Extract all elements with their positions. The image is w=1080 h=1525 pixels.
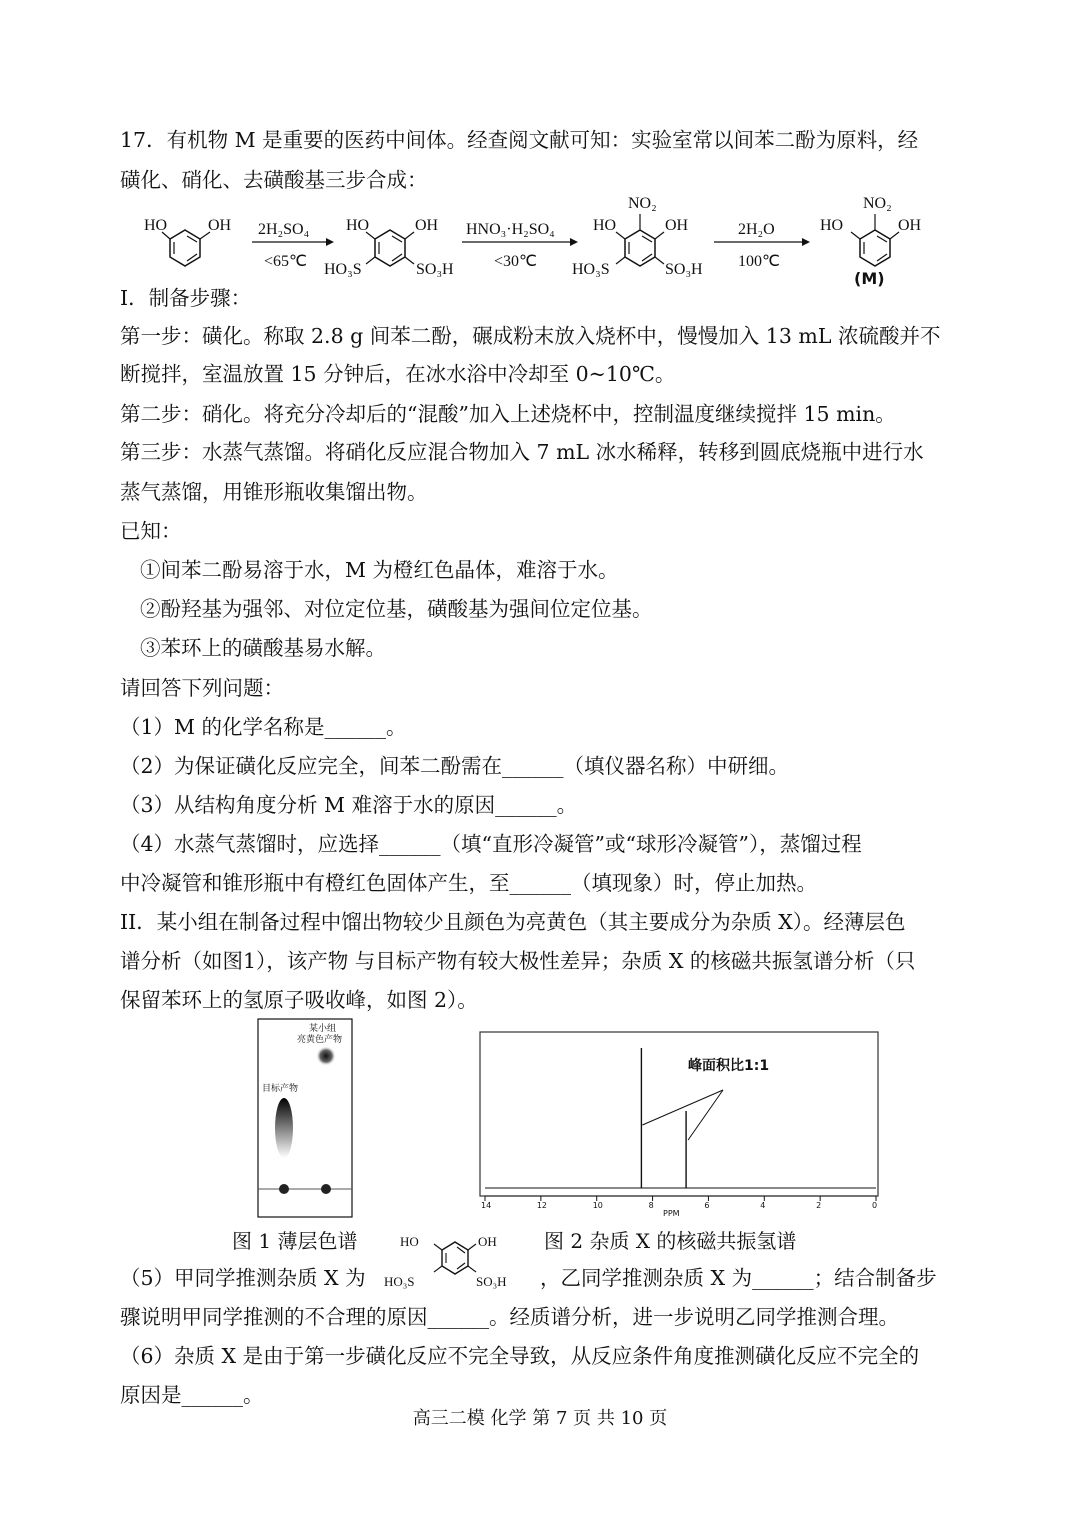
- nmr-frame: [480, 1032, 878, 1196]
- part1-heading: I．制备步骤：: [120, 286, 252, 310]
- scheme-so3h-3: SO₃H: [665, 261, 703, 278]
- fig2-caption: 图 2 杂质 X 的核磁共振氢谱: [544, 1229, 797, 1253]
- step2-reagent: HNO₃·H₂SO₄: [466, 221, 555, 238]
- fig1-caption: 图 1 薄层色谱: [232, 1229, 358, 1253]
- scheme-ho-2: HO: [346, 217, 370, 234]
- reaction-scheme: [140, 192, 940, 292]
- product-label: (M): [854, 269, 885, 288]
- scheme-no2-3: NO₂: [628, 195, 657, 212]
- target-product-label: 目标产物: [262, 1084, 299, 1094]
- target-product-spot: [275, 1098, 293, 1158]
- x-tick-label-12: 12: [536, 1201, 548, 1210]
- x-tick-label-14: 14: [481, 1201, 492, 1210]
- part2-line-a: II．某小组在制备过程中馏出物较少且颜色为亮黄色（其主要成分为杂质 X）。经薄层色: [120, 910, 906, 934]
- step1-line-b: 断搅拌，室温放置 15 分钟后，在冰水浴中冷却至 0~10℃。: [120, 362, 676, 386]
- part2-line-b: 谱分析（如图1），该产物 与目标产物有较大极性差异；杂质 X 的核磁共振氢谱分析（只: [120, 949, 916, 973]
- question-4-line-a: （4）水蒸气蒸馏时，应选择______（填“直形冷凝管”或“球形冷凝管”），蒸馏过程: [120, 832, 862, 856]
- x-tick-label-4: 4: [760, 1201, 766, 1210]
- spot-label-line2: 亮黄色产物: [297, 1035, 343, 1045]
- page-footer: 高三二模 化学 第 7 页 共 10 页: [412, 1408, 668, 1429]
- step1-line-a: 第一步：磺化。称取 2.8 g 间苯二酚，碾成粉末放入烧杯中，慢慢加入 13 mL 浓硫酸并不: [120, 324, 941, 348]
- scheme-oh-4: OH: [898, 217, 922, 234]
- step2-condition: <30℃: [494, 253, 537, 270]
- question-4-line-b: 中冷凝管和锥形瓶中有橙红色固体产生，至______（填现象）时，停止加热。: [120, 871, 817, 895]
- nmr-spectrum-figure: [478, 1030, 882, 1220]
- scheme-ho3s-2: HO₃S: [324, 261, 362, 278]
- x-tick-label-2: 2: [816, 1201, 822, 1210]
- scheme-no2-4: NO₂: [863, 195, 892, 212]
- step3-line-b: 蒸气蒸馏，用锥形瓶收集馏出物。: [120, 480, 428, 504]
- step1-condition: <65℃: [264, 253, 307, 270]
- step3-reagent: 2H₂O: [738, 221, 775, 238]
- step1-reagent: 2H₂SO₄: [258, 221, 310, 238]
- q5-oh: OH: [478, 1234, 497, 1249]
- scheme-oh-2: OH: [415, 217, 439, 234]
- part2-line-c: 保留苯环上的氢原子吸收峰，如图 2）。: [120, 988, 478, 1012]
- tlc-plate-figure: [257, 1018, 353, 1218]
- scheme-oh-1: OH: [208, 217, 232, 234]
- origin-spot-1: [279, 1184, 289, 1194]
- question-5-line-2: 骤说明甲同学推测的不合理的原因______。经质谱分析，进一步说明乙同学推测合理。: [120, 1305, 899, 1329]
- x-tick-label-10: 10: [592, 1201, 603, 1210]
- scheme-so3h-2: SO₃H: [416, 261, 454, 278]
- scheme-ho-1: HO: [144, 217, 168, 234]
- known-item-1: ①间苯二酚易溶于水，M 为橙红色晶体，难溶于水。: [140, 558, 619, 582]
- question-6-line-2: 原因是______。: [120, 1383, 264, 1407]
- known-item-2: ②酚羟基为强邻、对位定位基，磺酸基为强间位定位基。: [140, 597, 653, 621]
- question-2: （2）为保证磺化反应完全，间苯二酚需在______（填仪器名称）中研细。: [120, 754, 790, 778]
- q5-ho: HO: [400, 1234, 419, 1249]
- spot-label-line1: 某小组: [309, 1024, 337, 1034]
- yellow-product-spot: [316, 1046, 336, 1066]
- scheme-ho-3: HO: [593, 217, 617, 234]
- peak-area-ratio-annotation: 峰面积比1:1: [688, 1058, 770, 1074]
- q5-ho3s: HO₃S: [384, 1274, 415, 1289]
- scheme-ho3s-3: HO₃S: [572, 261, 610, 278]
- student-a-structure: [380, 1230, 530, 1296]
- question-1: （1）M 的化学名称是______。: [120, 715, 407, 739]
- step3-condition: 100℃: [738, 253, 780, 270]
- nitro-disulfonic-acid-structure: [572, 195, 703, 278]
- x-axis-label: PPM: [663, 1209, 680, 1218]
- disulfonic-acid-structure: [324, 217, 454, 278]
- x-tick-label-8: 8: [648, 1201, 654, 1210]
- tlc-plate-border: [258, 1019, 352, 1217]
- known-item-3: ③苯环上的磺酸基易水解。: [140, 636, 386, 660]
- question-5-part-a: （5）甲同学推测杂质 X 为: [120, 1266, 366, 1290]
- x-tick-label-6: 6: [704, 1201, 710, 1210]
- question-intro-line2: 磺化、硝化、去磺酸基三步合成：: [120, 168, 428, 192]
- question-intro-line1: 17．有机物 M 是重要的医药中间体。经查阅文献可知：实验室常以间苯二酚为原料，经: [120, 128, 919, 152]
- ask-heading: 请回答下列问题：: [120, 676, 284, 700]
- x-tick-label-0: 0: [872, 1201, 878, 1210]
- question-6-line-1: （6）杂质 X 是由于第一步磺化反应不完全导致，从反应条件角度推测磺化反应不完全的: [120, 1344, 920, 1368]
- scheme-oh-3: OH: [665, 217, 689, 234]
- step2-line: 第二步：硝化。将充分冷却后的“混酸”加入上述烧杯中，控制温度继续搅拌 15 min。: [120, 402, 896, 426]
- q5-so3h: SO₃H: [476, 1274, 507, 1289]
- resorcinol-structure: [144, 217, 232, 266]
- question-5-part-b: ，乙同学推测杂质 X 为______；结合制备步: [540, 1266, 937, 1290]
- known-heading: 已知：: [120, 519, 182, 543]
- origin-spot-2: [321, 1184, 331, 1194]
- scheme-ho-4: HO: [820, 217, 844, 234]
- question-3: （3）从结构角度分析 M 难溶于水的原因______。: [120, 793, 578, 817]
- step3-line-a: 第三步：水蒸气蒸馏。将硝化反应混合物加入 7 mL 冰水稀释，转移到圆底烧瓶中进行水: [120, 440, 924, 464]
- product-m-structure: [820, 195, 922, 288]
